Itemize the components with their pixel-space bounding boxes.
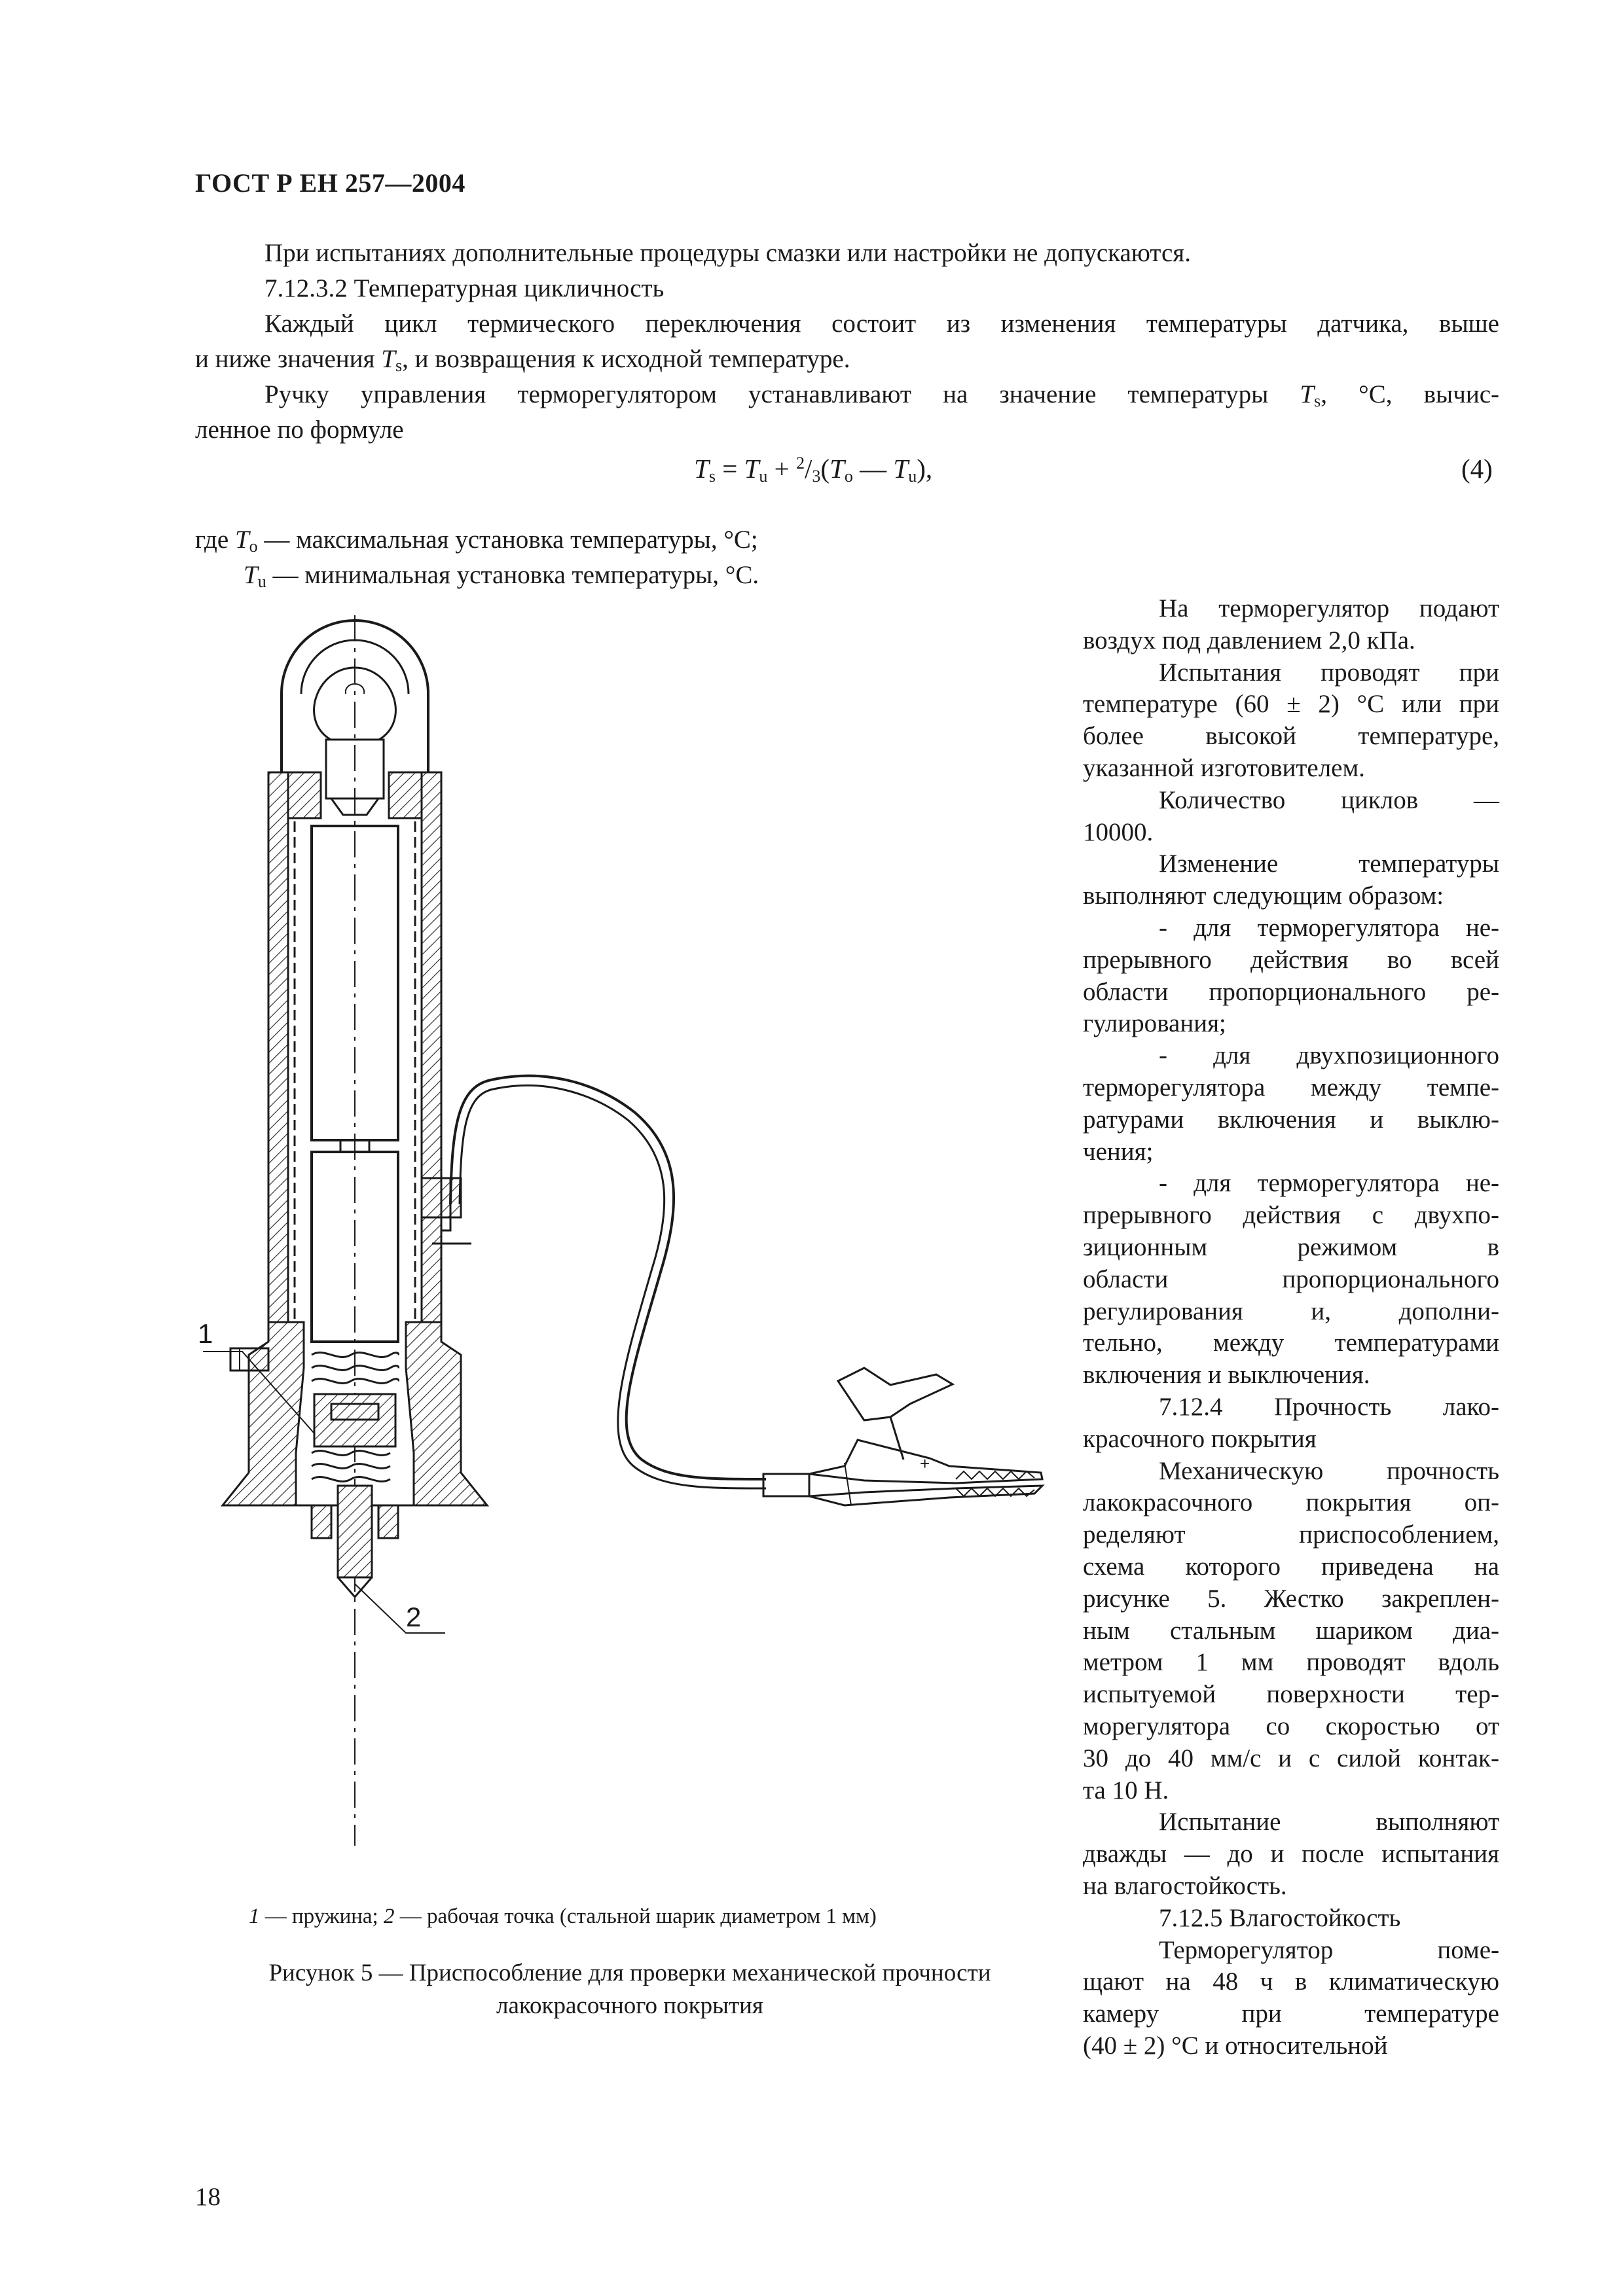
right-column-line: Количество циклов — (1159, 785, 1499, 814)
right-column-line: чения; (1083, 1137, 1154, 1166)
label-2: 2 (406, 1602, 422, 1632)
right-column-line: области пропорционального (1083, 1265, 1499, 1293)
right-column-line: 30 до 40 мм/с и с силой контак- (1083, 1744, 1499, 1772)
label-1: 1 (198, 1318, 213, 1349)
right-column-line: Механическую прочность (1159, 1456, 1499, 1485)
right-column-line: ратурами включения и выклю- (1083, 1105, 1499, 1134)
paragraph-knob-setting: Ручку управления терморегулятором устанавливают на значение температуры $T_s$, °С, вычис- (264, 380, 1500, 410)
right-column-line: рисунке 5. Жестко закреплен- (1083, 1584, 1499, 1613)
right-column-line: 7.12.4 Прочность лако- (1159, 1393, 1499, 1421)
formula-ts: $T_s = T_u + ^2/_3(T_o$ — $T_u$), (694, 454, 933, 486)
right-column-line: (40 ± 2) °С и относительной (1083, 2032, 1388, 2060)
right-column-line: регулирования и, дополни- (1083, 1297, 1499, 1325)
right-column-line: ределяют приспособлением, (1083, 1520, 1499, 1549)
right-column-line: лакокрасочного покрытия оп- (1083, 1488, 1499, 1517)
right-column-line: - для терморегулятора не- (1159, 914, 1499, 942)
paragraph-knob-setting-line2: ленное по формуле (195, 416, 404, 444)
base-left (223, 1322, 304, 1505)
right-column-line: прерывного действия с двухпо- (1083, 1201, 1499, 1230)
right-column-line: - для терморегулятора не- (1159, 1169, 1499, 1198)
right-column-line: метром 1 мм проводят вдоль (1083, 1648, 1499, 1677)
right-column-line: гулирования; (1083, 1009, 1226, 1038)
right-column-line: 10000. (1083, 817, 1154, 846)
right-column-line: включения и выключения. (1083, 1361, 1370, 1390)
right-column-line: схема которого приведена на (1083, 1552, 1499, 1581)
right-column-line: - для двухпозиционного (1159, 1041, 1499, 1070)
right-column-line: камеру при температуре (1083, 2000, 1499, 2028)
paragraph-no-lubrication: При испытаниях дополнительные процедуры смазки или настройки не допускаются. (264, 239, 1191, 267)
right-column-line: та 10 Н. (1083, 1776, 1169, 1804)
right-column-line: на влагостойкость. (1083, 1872, 1287, 1900)
figure-caption: Рисунок 5 — Приспособление для проверки механической прочности лакокрасочного покрытия (268, 1960, 991, 2019)
page-number: 18 (195, 2183, 221, 2211)
right-column-line: прерывного действия во всей (1083, 945, 1499, 974)
cable (450, 1076, 766, 1479)
right-column-line: красочного покрытия (1083, 1424, 1317, 1453)
right-column-line: тельно, между температурами (1083, 1329, 1499, 1357)
right-column-line: Испытания проводят при (1159, 658, 1499, 687)
right-column-line: выполняют следующим образом: (1083, 882, 1444, 910)
right-column-line: дважды — до и после испытания (1083, 1840, 1499, 1869)
right-column-line: Испытание выполняют (1159, 1808, 1499, 1837)
right-column-line: температуре (60 ± 2) °С или при (1083, 690, 1499, 719)
clip-polarity-label: + (920, 1454, 930, 1473)
leader-line-2 (355, 1584, 445, 1633)
paragraph-thermal-cycle-line2: и ниже значения $T_s$, и возвращения к исходной температуре. (195, 345, 850, 375)
tube-wall-right (422, 772, 441, 1178)
right-column-line: ным стальным шариком диа- (1083, 1616, 1499, 1645)
right-column-line: морегулятора со скоростью от (1083, 1712, 1499, 1740)
right-column-line: Изменение температуры (1159, 850, 1499, 878)
alligator-clip (763, 1368, 1042, 1505)
right-column-line: терморегулятора между темпе- (1083, 1073, 1499, 1102)
base-right (406, 1322, 487, 1505)
paragraph-thermal-cycle (195, 306, 1499, 342)
section-heading-7-12-3-2: 7.12.3.2 Температурная цикличность (264, 274, 665, 302)
figure-5-test-fixture (183, 615, 1087, 1859)
right-column-line: зиционным режимом в (1083, 1233, 1499, 1261)
right-column-line: указанной изготовителем. (1083, 754, 1365, 782)
document-header: ГОСТ Р ЕН 257—2004 (195, 168, 465, 198)
paragraph-thermal-cycle-line1: Каждый цикл термического переключения состоит из изменения температуры датчика, выше (264, 310, 1499, 338)
plunger-rod (338, 1486, 372, 1577)
definition-tu: $T_u$ — минимальная установка температуры, °С. (244, 561, 759, 591)
right-column-line: Терморегулятор поме- (1159, 1935, 1499, 1964)
right-column-line: области пропорционального ре- (1083, 977, 1499, 1006)
right-column-line: более высокой температуре, (1083, 722, 1499, 751)
figure-legend: 1 — пружина; 2 — рабочая точка (стальной шарик диаметром 1 мм) (249, 1905, 877, 1928)
right-column-line: 7.12.5 Влагостойкость (1159, 1903, 1401, 1932)
right-column-line: испытуемой поверхности тер- (1083, 1680, 1499, 1709)
right-column-line: щают на 48 ч в климатическую (1083, 1967, 1499, 1996)
equation-number: (4) (1461, 454, 1493, 484)
right-column-line: воздух под давлением 2,0 кПа. (1083, 626, 1415, 655)
right-column-line: На терморегулятор подают (1159, 594, 1499, 622)
definition-to: где $T_o$ — максимальная установка температуры, °С; (195, 526, 758, 556)
tube-wall-left (268, 772, 288, 1322)
